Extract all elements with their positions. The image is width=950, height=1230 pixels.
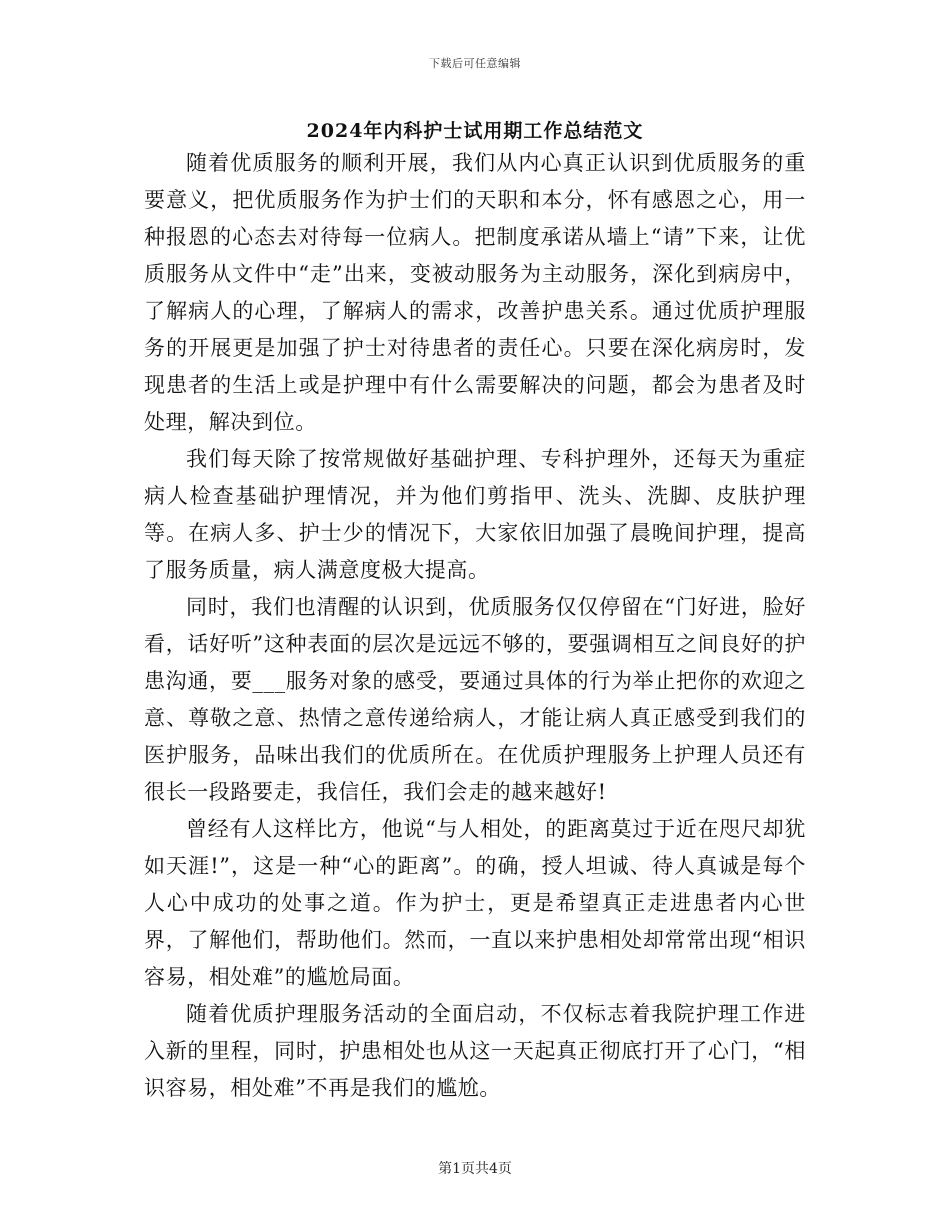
document-body bbox=[144, 145, 806, 1107]
document-title: 2024年内科护士试用期工作总结范文 bbox=[306, 120, 644, 142]
paragraph-4: 曾经有人这样比方，他说“与人相处，的距离莫过于近在咫尺却犹如天涯!”，这是一种“心的距离”。的确，授人坦诚、待人真诚是每个人心中成功的处事之道。作为护士，更是希望真正走进患者内心世界，了解他们，帮助他们。然而，一直以来护患相处却常常出现“相识容易，相处难”的尴尬局面。 bbox=[144, 817, 806, 989]
paragraph-1: 随着优质服务的顺利开展，我们从内心真正认识到优质服务的重要意义，把优质服务作为护士们的天职和本分，怀有感恩之心，用一种报恩的心态去对待每一位病人。把制度承诺从墙上“请”下来，让优质服务从文件中“走”出来，变被动服务为主动服务，深化到病房中，了解病人的心理，了解病人的需求，改善护患关系。通过优质护理服务的开展更是加强了护士对待患者的责任心。只要在深化病房时，发现患者的生活上或是护理中有什么需要解决的问题，都会为患者及时处理，解决到位。 bbox=[144, 151, 806, 434]
header-note: 下载后可任意编辑 bbox=[429, 57, 521, 70]
page-indicator: 第1页共4页 bbox=[438, 1161, 512, 1177]
paragraph-2: 我们每天除了按常规做好基础护理、专科护理外，还每天为重症病人检查基础护理情况，并为他们剪指甲、洗头、洗脚、皮肤护理等。在病人多、护士少的情况下，大家依旧加强了晨晚间护理，提高了服务质量，病人满意度极大提高。 bbox=[144, 447, 806, 582]
paragraph-3: 同时，我们也清醒的认识到，优质服务仅仅停留在“门好进，脸好看，话好听”这种表面的层次是远远不够的，要强调相互之间良好的护患沟通，要___服务对象的感受，要通过具体的行为举止把你的欢迎之意、尊敬之意、热情之意传递给病人，才能让病人真正感受到我们的医护服务，品味出我们的优质所在。在优质护理服务上护理人员还有很长一段路要走，我信任，我们会走的越来越好! bbox=[144, 595, 806, 804]
paragraph-5: 随着优质护理服务活动的全面启动，不仅标志着我院护理工作进入新的里程，同时，护患相处也从这一天起真正彻底打开了心门，“相识容易，相处难”不再是我们的尴尬。 bbox=[144, 1002, 806, 1100]
